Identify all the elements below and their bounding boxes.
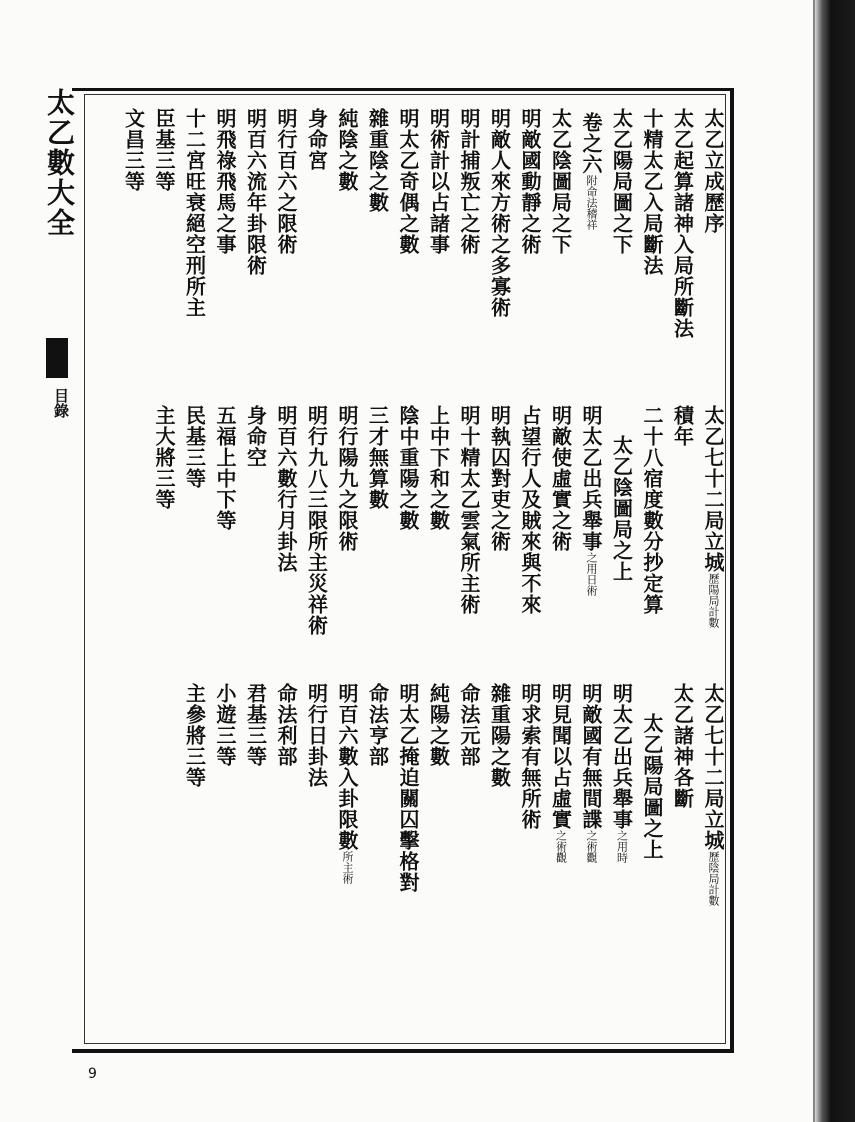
toc-entry-title: 占望行人及賊來與不來 (518, 405, 542, 615)
toc-entry (426, 683, 452, 767)
spine-black-bar (46, 338, 68, 378)
toc-entry (700, 683, 726, 906)
toc-entry (517, 683, 543, 830)
toc-entry (334, 683, 360, 884)
toc-entry-title: 太乙立成歷序 (701, 108, 725, 234)
toc-entry (700, 108, 726, 234)
toc-entry-title: 太乙七十二局立城 (701, 683, 725, 851)
toc-entry-title: 明行九八三限所主災祥術 (304, 405, 329, 636)
toc-entry-title: 五福上中下等 (213, 405, 237, 531)
toc-entry-title: 明行百六之限術 (274, 108, 298, 255)
toc-entry (334, 108, 360, 192)
toc-entry-title: 命法亨部 (365, 683, 390, 767)
toc-entry-title: 明敵人來方術之多寡術 (487, 108, 512, 318)
toc-entry-title: 太乙陽局圖之上 (640, 713, 664, 860)
toc-entry-title: 雜重陽之數 (487, 683, 512, 788)
toc-entry-title: 主大將三等 (152, 405, 176, 510)
toc-entry-note: 歷陽局計數 (707, 573, 720, 628)
toc-entry-title: 明敵國有無間諜 (579, 683, 603, 830)
toc-entry (243, 683, 269, 767)
toc-entry-title: 陰中重陽之數 (396, 405, 420, 531)
toc-entry-title: 明十精太乙雲氣所主術 (457, 405, 481, 615)
book-title: 太乙數大全 (43, 88, 76, 238)
toc-entry (212, 108, 238, 255)
toc-entry-title: 太乙陰圖局之下 (548, 108, 573, 255)
toc-entry (456, 405, 482, 615)
toc-entry (517, 108, 543, 255)
toc-entry (212, 405, 238, 531)
toc-entry-title: 明行日卦法 (304, 683, 329, 788)
toc-entry-note: 之術觀 (585, 830, 598, 863)
toc-entry-title: 純陰之數 (335, 108, 359, 192)
toc-entry-title: 明計捕叛亡之術 (457, 108, 481, 255)
toc-entry (151, 108, 177, 192)
toc-entry (517, 405, 543, 615)
toc-entry (670, 108, 696, 339)
toc-entry (273, 405, 299, 573)
toc-entry (487, 108, 513, 318)
toc-entry-title: 太乙七十二局立城 (701, 405, 725, 573)
toc-entry (487, 683, 513, 788)
toc-entry (639, 405, 665, 615)
toc-entry-title: 太乙陰圖局之上 (609, 435, 634, 582)
toc-entry (395, 683, 421, 893)
section-label: 目錄 (52, 388, 70, 418)
toc-entry-title: 明太乙出兵舉事 (579, 405, 603, 552)
toc-entry (182, 683, 208, 788)
toc-entry (243, 108, 269, 276)
toc-entry (456, 108, 482, 255)
toc-entry-note: 歷陰局計數 (707, 851, 720, 906)
toc-entry-title: 太乙起算諸神入局所斷法 (670, 108, 695, 339)
toc-entry-note: 所主術 (341, 851, 354, 884)
toc-entry (365, 108, 391, 213)
toc-entry-title: 上中下和之數 (426, 405, 451, 531)
toc-entry (609, 435, 635, 582)
toc-entry (304, 683, 330, 788)
toc-entry-title: 身命空 (243, 405, 268, 468)
toc-entry-title: 主參將三等 (182, 683, 207, 788)
toc-entry-title: 明太乙出兵舉事 (609, 683, 634, 830)
toc-entry (182, 405, 208, 489)
toc-entry-title: 文昌三等 (121, 108, 146, 192)
toc-entry-title: 明見聞以占虛實 (548, 683, 573, 830)
toc-entry-title: 明術計以占諸事 (426, 108, 451, 255)
toc-entry-title: 明百六數入卦限數 (335, 683, 359, 851)
toc-entry-title: 君基三等 (243, 683, 268, 767)
toc-entry-title: 積年 (670, 405, 695, 447)
toc-entry-title: 純陽之數 (426, 683, 451, 767)
toc-entry-title: 明求索有無所術 (518, 683, 542, 830)
toc-entry (456, 683, 482, 767)
toc-entry (700, 405, 726, 628)
toc-entry (639, 108, 665, 276)
toc-entry (639, 713, 665, 860)
toc-entry (670, 405, 696, 447)
toc-entry (243, 405, 269, 468)
toc-entry-title: 十二宮旺衰絕空刑所主 (182, 108, 207, 318)
toc-entry (609, 683, 635, 863)
toc-entry (548, 108, 574, 255)
toc-entry (212, 683, 238, 767)
toc-entry (578, 405, 604, 596)
toc-entry (548, 683, 574, 863)
toc-entry (487, 405, 513, 552)
toc-entry-title: 小遊三等 (213, 683, 237, 767)
toc-entry-title: 雜重陰之數 (365, 108, 390, 213)
toc-entry (365, 405, 391, 510)
toc-entry-title: 十精太乙入局斷法 (640, 108, 664, 276)
toc-entry-title: 身命宮 (304, 108, 329, 171)
toc-entry-title: 明敵國動靜之術 (518, 108, 542, 255)
toc-entry (273, 108, 299, 255)
toc-entry (304, 405, 330, 636)
toc-entry (426, 108, 452, 255)
toc-entry-note: 之用日術 (585, 552, 598, 596)
toc-entry-title: 明行陽九之限術 (335, 405, 359, 552)
toc-entry-title: 三才無算數 (365, 405, 390, 510)
toc-entry (609, 108, 635, 255)
toc-entry (273, 683, 299, 767)
toc-entry (670, 683, 696, 809)
toc-entry-title: 明執囚對吏之術 (487, 405, 512, 552)
page-number: 9 (88, 1066, 97, 1082)
toc-entry-title: 二十八宿度數分抄定算 (640, 405, 664, 615)
toc-entry-title: 臣基三等 (152, 108, 176, 192)
toc-entry-title: 明飛祿飛馬之事 (213, 108, 237, 255)
toc-entry-title: 太乙陽局圖之下 (609, 108, 634, 255)
toc-entry-note: 之用時 (615, 830, 629, 863)
toc-entry-title: 卷之六 (579, 112, 603, 175)
scan-edge (815, 0, 855, 1122)
toc-entry-note: 之術觀 (554, 830, 568, 863)
toc-entry-title: 太乙諸神各斷 (670, 683, 695, 809)
toc-entry-note: 附命法稽祥 (585, 175, 598, 230)
toc-entry (548, 405, 574, 552)
toc-entry (426, 405, 452, 531)
toc-entry (365, 683, 391, 767)
toc-entry-title: 明太乙掩迫關囚擊格對 (396, 683, 420, 893)
toc-entry (578, 112, 604, 230)
toc-entry (395, 405, 421, 531)
toc-entry-title: 明百六數行月卦法 (274, 405, 298, 573)
toc-entry-title: 命法利部 (274, 683, 298, 767)
toc-entry (304, 108, 330, 171)
toc-entry (121, 108, 147, 192)
toc-entry (151, 405, 177, 510)
toc-entry (334, 405, 360, 552)
book-spine (44, 88, 74, 338)
toc-entry-title: 明百六流年卦限術 (243, 108, 268, 276)
toc-entry (182, 108, 208, 318)
toc-entry-title: 明太乙奇偶之數 (396, 108, 420, 255)
toc-entry (395, 108, 421, 255)
toc-entry-title: 民基三等 (182, 405, 207, 489)
toc-entry-title: 明敵使虛實之術 (548, 405, 573, 552)
toc-entry-title: 命法元部 (457, 683, 481, 767)
toc-entry (578, 683, 604, 863)
